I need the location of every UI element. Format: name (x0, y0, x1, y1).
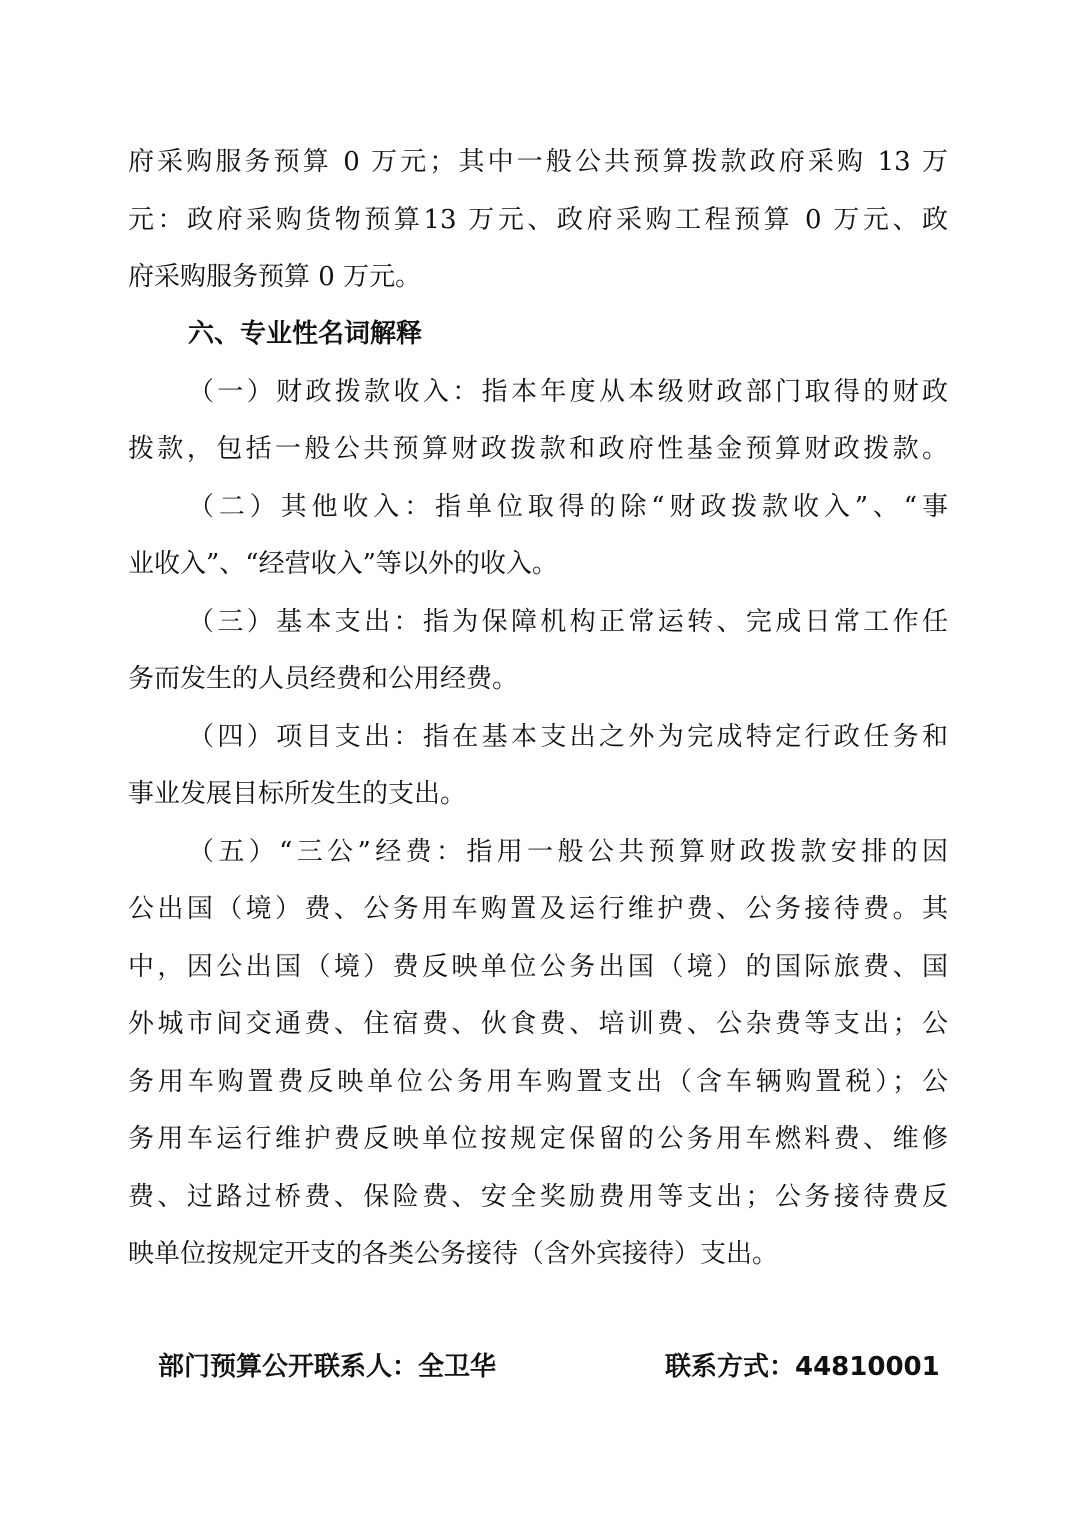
procurement-line-2: 元：政府采购货物预算13 万元、政府采购工程预算 0 万元、政 (128, 205, 948, 235)
item5-line-2: 公出国（境）费、公务用车购置及运行维护费、公务接待费。其 (128, 894, 948, 924)
procurement-line-3: 府采购服务预算 0 万元。 (128, 262, 422, 292)
contact-person: 部门预算公开联系人：全卫华 (158, 1352, 497, 1382)
item5-line-6: 务用车运行维护费反映单位按规定保留的公务用车燃料费、维修 (128, 1124, 948, 1154)
item4-line-2: 事业发展目标所发生的支出。 (128, 779, 467, 809)
item2-line-2: 业收入”、“经营收入”等以外的收入。 (128, 549, 558, 579)
item1-line-2: 拨款，包括一般公共预算财政拨款和政府性基金预算财政拨款。 (128, 434, 948, 464)
procurement-line-1: 府采购服务预算 0 万元；其中一般公共预算拨款政府采购 13 万 (128, 147, 948, 177)
item4-line-1: （四）项目支出：指在基本支出之外为完成特定行政任务和 (188, 722, 948, 752)
item2-line-1: （二）其他收入：指单位取得的除“财政拨款收入”、“事 (188, 492, 948, 522)
item5-line-3: 中，因公出国（境）费反映单位公务出国（境）的国际旅费、国 (128, 952, 948, 982)
item3-line-1: （三）基本支出：指为保障机构正常运转、完成日常工作任 (188, 607, 948, 637)
item5-line-4: 外城市间交通费、住宿费、伙食费、培训费、公杂费等支出；公 (128, 1009, 948, 1039)
item3-line-2: 务而发生的人员经费和公用经费。 (128, 664, 519, 694)
section-heading: 六、专业性名词解释 (188, 319, 423, 349)
item5-line-7: 费、过路过桥费、保险费、安全奖励费用等支出；公务接待费反 (128, 1182, 948, 1212)
item5-line-5: 务用车购置费反映单位公务用车购置支出（含车辆购置税）；公 (128, 1067, 948, 1097)
contact-method: 联系方式：44810001 (665, 1352, 940, 1382)
item5-line-8: 映单位按规定开支的各类公务接待（含外宾接待）支出。 (128, 1239, 779, 1269)
item1-line-1: （一）财政拨款收入：指本年度从本级财政部门取得的财政 (188, 377, 948, 407)
item5-line-1: （五）“三公”经费：指用一般公共预算财政拨款安排的因 (188, 837, 948, 867)
